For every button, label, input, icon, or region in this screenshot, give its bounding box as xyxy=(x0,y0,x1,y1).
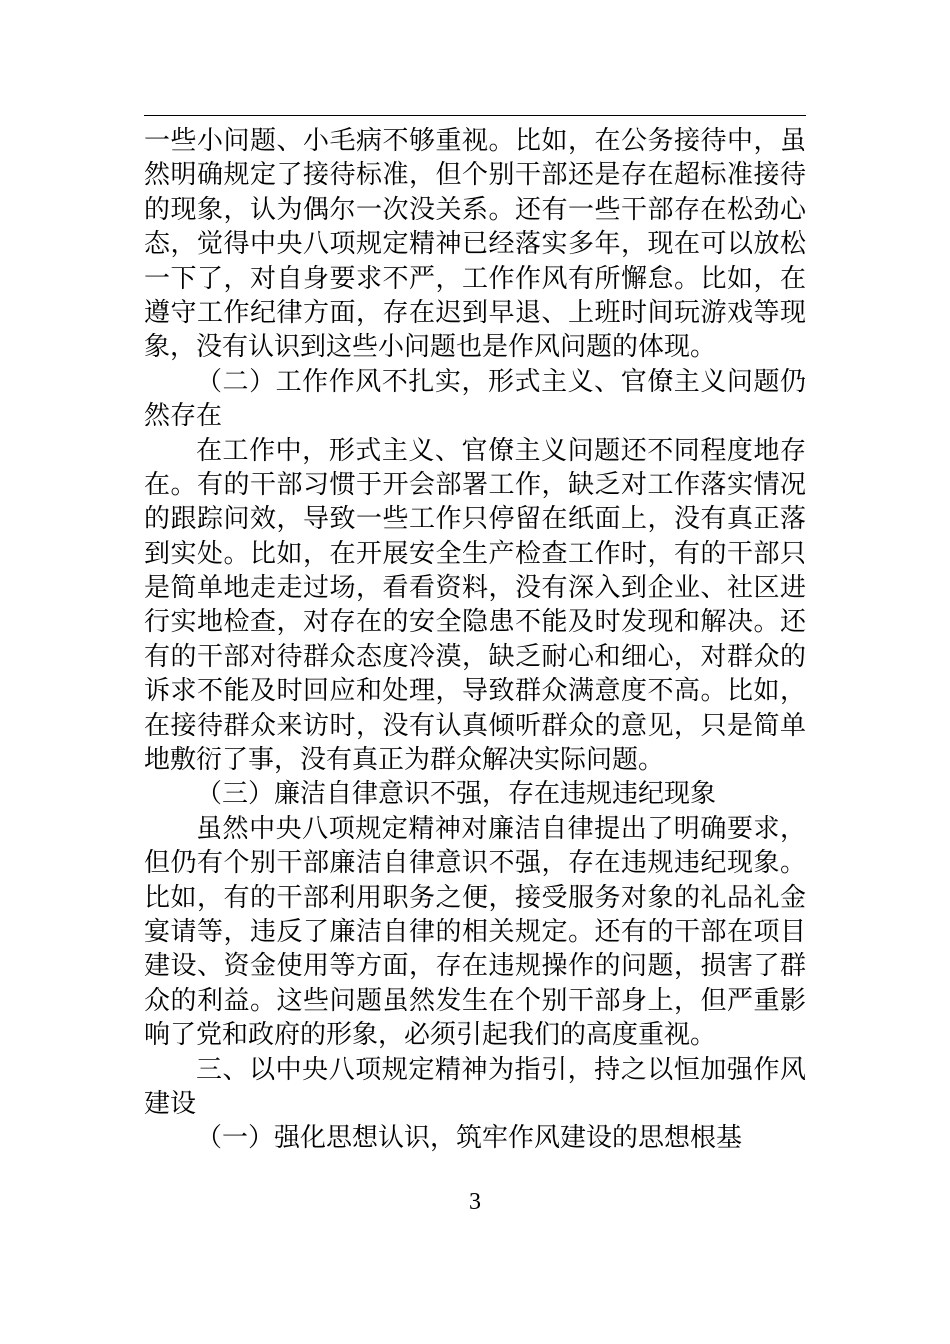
text-line: 在工作中，形式主义、官僚主义问题还不同程度地存 xyxy=(196,435,806,466)
text-line: 在接待群众来访时，没有认真倾听群众的意见，只是简单 xyxy=(144,710,806,741)
text-line: 然存在 xyxy=(144,401,223,432)
text-line: 在。有的干部习惯于开会部署工作，缺乏对工作落实情况 xyxy=(144,469,806,500)
text-line: 建设 xyxy=(144,1088,197,1119)
text-line: 行实地检查，对存在的安全隐患不能及时发现和解决。还 xyxy=(144,607,806,638)
text-line: （一）强化思想认识，筑牢作风建设的思想根基 xyxy=(196,1123,743,1154)
text-line: 到实处。比如，在开展安全生产检查工作时，有的干部只 xyxy=(144,538,806,569)
text-line: 比如，有的干部利用职务之便，接受服务对象的礼品礼金 xyxy=(144,882,806,913)
text-line: 一下了，对自身要求不严，工作作风有所懈怠。比如，在 xyxy=(144,263,806,294)
text-line: 态，觉得中央八项规定精神已经落实多年，现在可以放松 xyxy=(144,229,806,260)
text-line: 的现象，认为偶尔一次没关系。还有一些干部存在松劲心 xyxy=(144,194,806,225)
text-line: 遵守工作纪律方面，存在迟到早退、上班时间玩游戏等现 xyxy=(144,297,806,328)
text-line: （二）工作作风不扎实，形式主义、官僚主义问题仍 xyxy=(196,366,806,397)
text-line: 地敷衍了事，没有真正为群众解决实际问题。 xyxy=(144,745,665,776)
text-line: 有的干部对待群众态度冷漠，缺乏耐心和细心，对群众的 xyxy=(144,641,806,672)
text-line: 响了党和政府的形象，必须引起我们的高度重视。 xyxy=(144,1020,717,1051)
body-text xyxy=(144,124,806,1156)
text-line: 是简单地走走过场，看看资料，没有深入到企业、社区进 xyxy=(144,573,806,604)
text-line: 然明确规定了接待标准，但个别干部还是存在超标准接待 xyxy=(144,160,806,191)
text-line: 象，没有认识到这些小问题也是作风问题的体现。 xyxy=(144,332,717,363)
text-line: 一些小问题、小毛病不够重视。比如，在公务接待中，虽 xyxy=(144,126,806,156)
text-line: 宴请等，违反了廉洁自律的相关规定。还有的干部在项目 xyxy=(144,916,806,947)
text-line: 诉求不能及时回应和处理，导致群众满意度不高。比如， xyxy=(144,676,806,707)
header-rule xyxy=(144,115,806,116)
text-line: （三）廉洁自律意识不强，存在违规违纪现象 xyxy=(196,779,717,810)
text-line: 但仍有个别干部廉洁自律意识不强，存在违规违纪现象。 xyxy=(144,848,806,879)
text-line: 众的利益。这些问题虽然发生在个别干部身上，但严重影 xyxy=(144,985,806,1016)
page-number: 3 xyxy=(469,1189,481,1215)
text-line: 的跟踪问效，导致一些工作只停留在纸面上，没有真正落 xyxy=(144,504,806,535)
text-line: 三、以中央八项规定精神为指引，持之以恒加强作风 xyxy=(196,1054,806,1085)
text-line: 建设、资金使用等方面，存在违规操作的问题，损害了群 xyxy=(144,951,806,982)
text-line: 虽然中央八项规定精神对廉洁自律提出了明确要求， xyxy=(196,813,806,844)
